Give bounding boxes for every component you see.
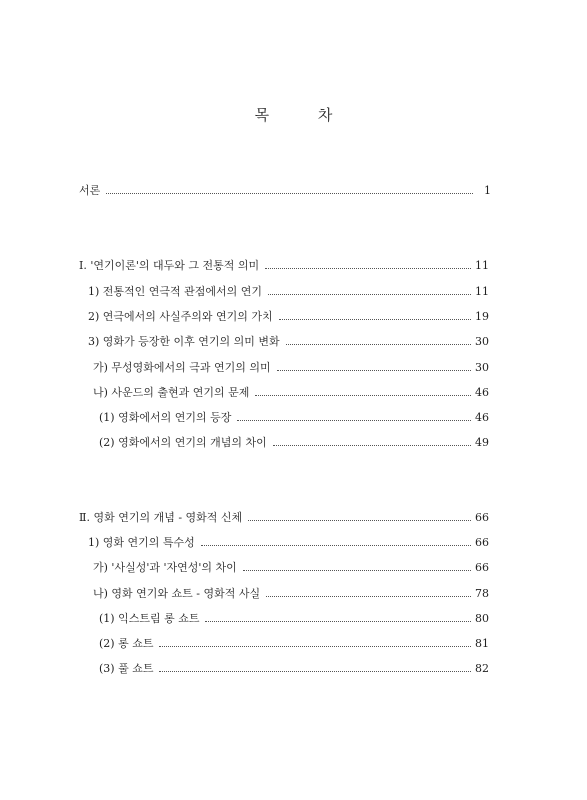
leader-dots — [159, 645, 471, 647]
toc-entry-page: 82 — [475, 662, 489, 675]
toc-entry-label: Ⅰ. '연기이론'의 대두와 그 전통적 의미 — [79, 259, 260, 272]
toc-entry-2-1[interactable] — [88, 535, 489, 551]
toc-entry-page: 66 — [475, 561, 489, 574]
toc-entry-1-3-na-1[interactable] — [99, 410, 489, 426]
toc-entry-page: 49 — [475, 436, 489, 449]
toc-entry-label: (2) 롱 쇼트 — [99, 637, 154, 650]
leader-dots — [159, 670, 471, 672]
toc-entry-2-1-na-2[interactable] — [99, 636, 489, 652]
toc-entry-label: (1) 익스트림 롱 쇼트 — [99, 612, 200, 625]
toc-entry-label: 나) 영화 연기와 쇼트 - 영화적 사실 — [93, 587, 261, 600]
toc-entry-label: 서론 — [79, 184, 101, 197]
toc-entry-page: 46 — [475, 386, 489, 399]
toc-entry-page: 1 — [484, 184, 491, 197]
toc-entry-page: 11 — [475, 259, 489, 272]
leader-dots — [268, 293, 471, 295]
toc-entry-2-1-na-3[interactable] — [99, 661, 489, 677]
toc-entry-chapter-2[interactable] — [79, 510, 489, 526]
toc-entry-label: 2) 연극에서의 사실주의와 연기의 가치 — [88, 310, 273, 323]
toc-entry-page: 78 — [475, 587, 489, 600]
leader-dots — [201, 544, 471, 546]
toc-entry-page: 19 — [475, 310, 489, 323]
toc-entry-1-3-na[interactable] — [93, 385, 489, 401]
leader-dots — [286, 343, 471, 345]
leader-dots — [265, 267, 471, 269]
toc-entry-label: 1) 전통적인 연극적 관점에서의 연기 — [88, 285, 263, 298]
toc-title: 목 차 — [254, 106, 355, 124]
toc-entry-page: 30 — [475, 361, 489, 374]
toc-entry-page: 81 — [475, 637, 489, 650]
leader-dots — [277, 369, 471, 371]
leader-dots — [243, 569, 471, 571]
toc-entry-label: 나) 사운드의 출현과 연기의 문제 — [93, 386, 250, 399]
toc-entry-2-1-ga[interactable] — [93, 560, 489, 576]
leader-dots — [266, 595, 471, 597]
toc-entry-label: 3) 영화가 등장한 이후 연기의 의미 변화 — [88, 335, 280, 348]
toc-entry-intro[interactable] — [79, 183, 491, 199]
toc-entry-1-3[interactable] — [88, 334, 489, 350]
leader-dots — [205, 620, 471, 622]
leader-dots — [248, 519, 471, 521]
leader-dots — [279, 318, 471, 320]
toc-entry-page: 30 — [475, 335, 489, 348]
toc-entry-1-2[interactable] — [88, 309, 489, 325]
leader-dots — [273, 444, 471, 446]
toc-entry-1-3-ga[interactable] — [93, 360, 489, 376]
toc-entry-1-1[interactable] — [88, 284, 489, 300]
toc-entry-label: (2) 영화에서의 연기의 개념의 차이 — [99, 436, 267, 449]
toc-entry-page: 46 — [475, 411, 489, 424]
toc-entry-page: 66 — [475, 536, 489, 549]
leader-dots — [237, 419, 471, 421]
toc-entry-label: 가) '사실성'과 '자연성'의 차이 — [93, 561, 237, 574]
toc-entry-label: Ⅱ. 영화 연기의 개념 - 영화적 신체 — [79, 511, 243, 524]
toc-entry-label: 1) 영화 연기의 특수성 — [88, 536, 195, 549]
toc-entry-page: 80 — [475, 612, 489, 625]
toc-entry-page: 11 — [475, 285, 489, 298]
toc-entry-2-1-na[interactable] — [93, 586, 489, 602]
leader-dots — [255, 394, 471, 396]
toc-entry-chapter-1[interactable] — [79, 258, 489, 274]
toc-entry-2-1-na-1[interactable] — [99, 611, 489, 627]
toc-entry-label: (3) 풀 쇼트 — [99, 662, 154, 675]
toc-entry-page: 66 — [475, 511, 489, 524]
toc-entry-label: 가) 무성영화에서의 극과 연기의 의미 — [93, 361, 271, 374]
leader-dots — [106, 192, 473, 194]
toc-entry-label: (1) 영화에서의 연기의 등장 — [99, 411, 232, 424]
toc-entry-1-3-na-2[interactable] — [99, 435, 489, 451]
